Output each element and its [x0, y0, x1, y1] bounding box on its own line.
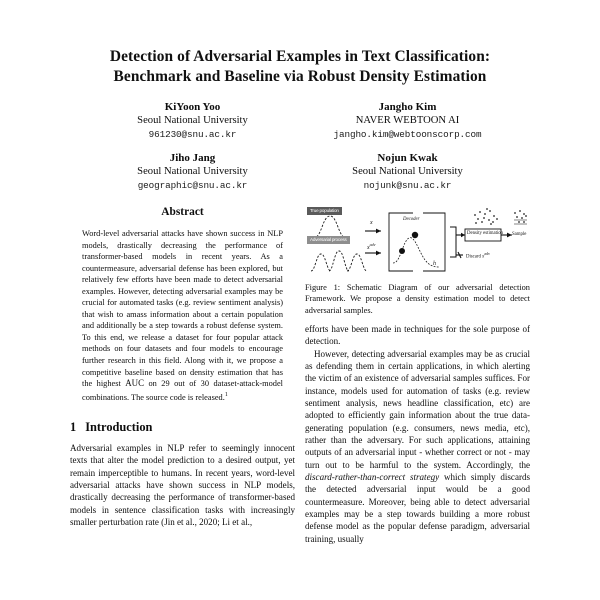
abstract-heading: Abstract: [161, 206, 204, 218]
author-name: Jiho Jang: [169, 152, 216, 164]
section-title: Introduction: [85, 419, 153, 434]
author-email[interactable]: nojunk@snu.ac.kr: [363, 180, 452, 191]
paper-title: [0, 0, 600, 87]
body-columns: [0, 205, 600, 545]
section-heading-introduction: [70, 420, 295, 435]
right-paragraph-2: [305, 348, 530, 546]
figure-symbol-h: h: [433, 261, 436, 267]
abstract-text: [70, 228, 295, 403]
abstract-text-part2: on 29 out of 30 dataset-attack-model combinations. The source code is released.: [82, 379, 283, 402]
left-column: [70, 205, 295, 545]
figure-label-true-population: True population: [307, 207, 342, 215]
figure-label-adversarial-process: Adversarial process: [307, 236, 350, 244]
figure-label-discard: Discard $x^{adv}$: [466, 251, 491, 260]
author-name: KiYoon Yoo: [164, 101, 221, 113]
title-line-1: Detection of Adversarial Examples in Text Classification:: [109, 48, 491, 65]
right-paragraph-2-tail: which simply discards the detected adversarial input would be a good countermeasure. Moreover, being able to detect adversarial examples may be a step towards building a more robust defense model as the popular defense paradigm, adversarial training, usually: [305, 472, 531, 544]
author-name: Jangho Kim: [378, 101, 437, 113]
author-name: Nojun Kwak: [377, 152, 438, 164]
figure-1-diagram: [305, 205, 530, 277]
author-entry: [300, 100, 515, 142]
figure-1-caption: [305, 282, 530, 316]
author-affiliation: Seoul National University: [352, 166, 463, 177]
figure-caption-label: Figure 1:: [305, 283, 341, 292]
section-number: 1: [70, 419, 77, 434]
author-block: [0, 100, 600, 193]
author-entry: [300, 151, 515, 193]
right-paragraph-1: efforts have been made in techniques for the sole purpose of detection.: [305, 323, 530, 347]
author-affiliation: NAVER WEBTOON AI: [355, 115, 460, 126]
figure-label-sample: Sample: [512, 232, 527, 237]
author-entry: [85, 151, 300, 193]
figure-symbol-x-adv: $x^{adv}$: [367, 242, 376, 251]
figure-symbol-x: x: [370, 220, 373, 226]
figure-1: [305, 205, 530, 316]
abstract-text-part1: Word-level adversarial attacks have shown success in NLP models, drastically decreasing the performance of transformer-based models in recent years. As a countermeasure, adversarial defense has been explored, but relatively few efforts have been made to detect adversarial examples. However, detecting adversarial examples may be crucial for automated tasks (e.g. review sentiment analysis) that wish to amass information about a certain population and additionally be a step towards a robust defense system. To this end, we release a dataset for four popular attack methods on four datasets and four models to encourage further research in this field. Along with it, we propose a competitive baseline based on density estimation that has the highest: [82, 229, 283, 389]
author-email[interactable]: jangho.kim@webtoonscorp.com: [333, 129, 482, 140]
right-column: [305, 205, 530, 545]
author-entry: [85, 100, 300, 142]
title-line-2: Benchmark and Baseline via Robust Density Estimation: [113, 68, 487, 85]
abstract-footnote-marker[interactable]: 1: [224, 391, 228, 398]
figure-label-density-estimation: Density estimation: [467, 231, 504, 236]
right-paragraph-2-lead: However, detecting adversarial examples may be as crucial as defending them in certain applications, in which alerting the victim of an existence of adversarial samples suffices. For instance, models used for automation of tasks (e.g. review sentiment analysis, news headline classification, etc) are adopted to efficiently gain information about the true data-generating population (e.g. consumers, news media, etc), rather than the adversary. For such applications, attaining outputs of an adversarial input - whether correct or not - may turn out to be harmful to the system. Accordingly, the: [305, 348, 530, 470]
discard-strategy-phrase: discard-rather-than-correct strategy: [305, 472, 440, 483]
figure-caption-text: Schematic Diagram of our adversarial detection Framework. We propose a density estimation model to detect adversarial samples.: [305, 283, 530, 315]
author-affiliation: Seoul National University: [137, 166, 248, 177]
author-row-1: [0, 100, 600, 142]
author-affiliation: Seoul National University: [137, 115, 248, 126]
abstract-auc-term: AUC: [125, 378, 144, 389]
intro-paragraph-1: Adversarial examples in NLP refer to seemingly innocent texts that alter the model prediction to a desired output, yet remain imperceptible to humans. In recent years, word-level adversarial attacks have shown success in NLP models, drastically decreasing the performance of transformer-based models in sentence classification tasks with increasingly smaller perturbation rate (Jin et al., 2020; Li et al.,: [70, 442, 295, 528]
figure-label-decoder: Decoder: [403, 217, 420, 222]
author-email[interactable]: geographic@snu.ac.kr: [137, 180, 248, 191]
author-row-2: [0, 151, 600, 193]
author-email[interactable]: 961230@snu.ac.kr: [148, 129, 237, 140]
